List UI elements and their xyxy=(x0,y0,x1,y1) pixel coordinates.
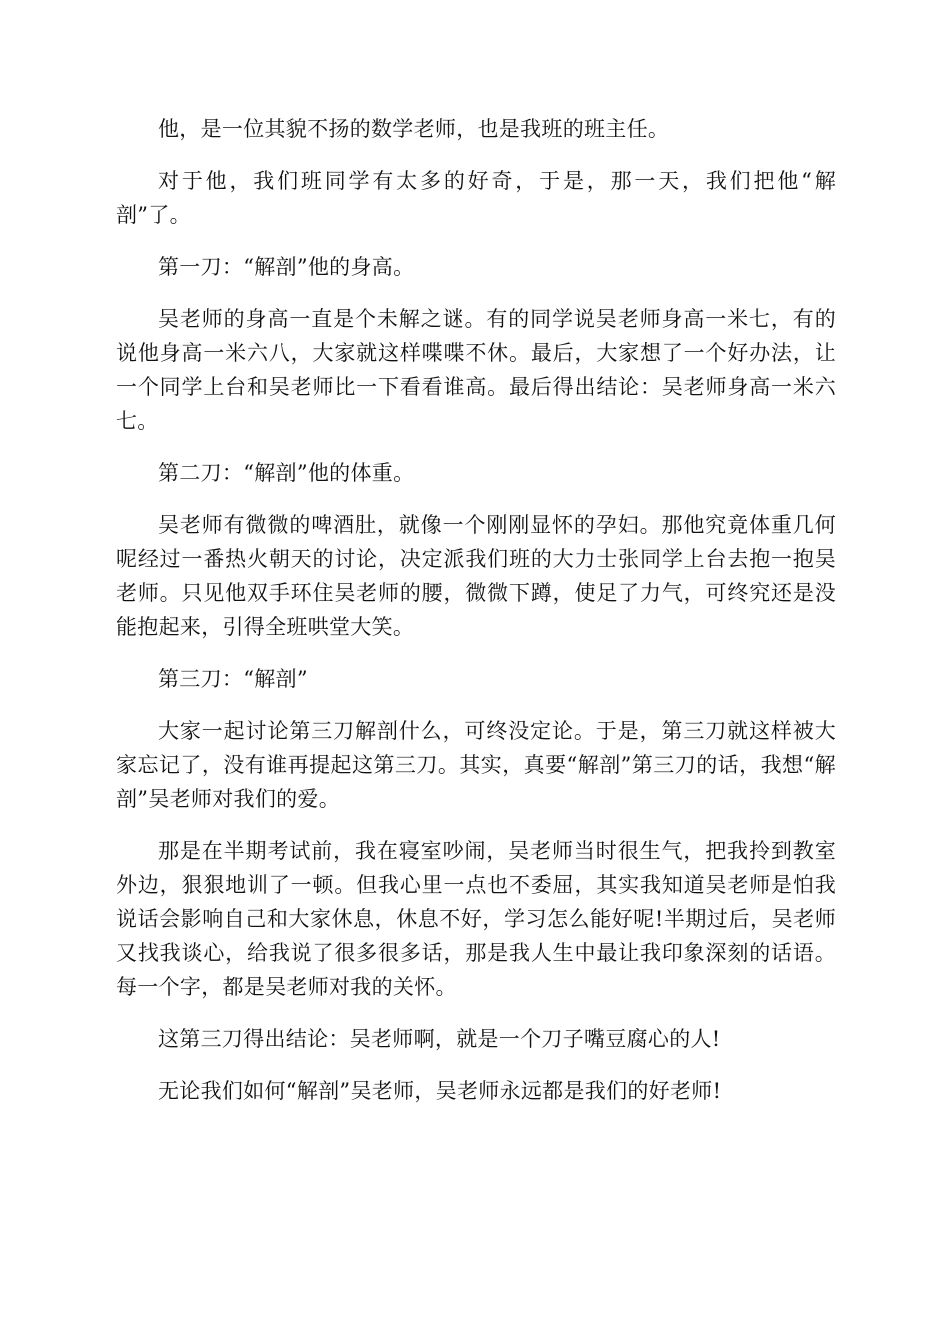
heading-first-cut: 第一刀：“解剖”他的身高。 xyxy=(158,255,415,279)
paragraph-third-discussion: 大家一起讨论第三刀解剖什么，可终没定论。于是，第三刀就这样被大家忘记了，没有谁再提起这第三刀。其实，真要“解剖”第三刀的话，我想“解剖”吴老师对我们的爱。 xyxy=(116,719,836,811)
paragraph-height: 吴老师的身高一直是个未解之谜。有的同学说吴老师身高一米七，有的说他身高一米六八，大家就这样喋喋不休。最后，大家想了一个好办法，让一个同学上台和吴老师比一下看看谁高。最后得出结论：吴老师身高一米六七。 xyxy=(116,307,836,433)
document-body xyxy=(116,112,836,1126)
heading-third-cut: 第三刀：“解剖” xyxy=(158,667,308,691)
paragraph-weight: 吴老师有微微的啤酒肚，就像一个刚刚显怀的孕妇。那他究竟体重几何呢经过一番热火朝天的讨论，决定派我们班的大力士张同学上台去抱一抱吴老师。只见他双手环住吴老师的腰，微微下蹲，使足了力气，可终究还是没能抱起来，引得全班哄堂大笑。 xyxy=(116,513,836,639)
heading-second-cut: 第二刀：“解剖”他的体重。 xyxy=(158,461,415,485)
paragraph-conclusion: 这第三刀得出结论：吴老师啊，就是一个刀子嘴豆腐心的人! xyxy=(158,1027,721,1051)
paragraph-closing: 无论我们如何“解剖”吴老师，吴老师永远都是我们的好老师! xyxy=(158,1079,722,1103)
paragraph-intro: 他，是一位其貌不扬的数学老师，也是我班的班主任。 xyxy=(158,117,670,141)
paragraph-curiosity: 对于他，我们班同学有太多的好奇，于是，那一天，我们把他“解剖”了。 xyxy=(116,169,836,227)
paragraph-memory: 那是在半期考试前，我在寝室吵闹，吴老师当时很生气，把我拎到教室外边，狠狠地训了一顿。但我心里一点也不委屈，其实我知道吴老师是怕我说话会影响自己和大家休息，休息不好，学习怎么能好呢!半期过后，吴老师又找我谈心，给我说了很多很多话，那是我人生中最让我印象深刻的话语。每一个字，都是吴老师对我的关怀。 xyxy=(116,839,836,999)
